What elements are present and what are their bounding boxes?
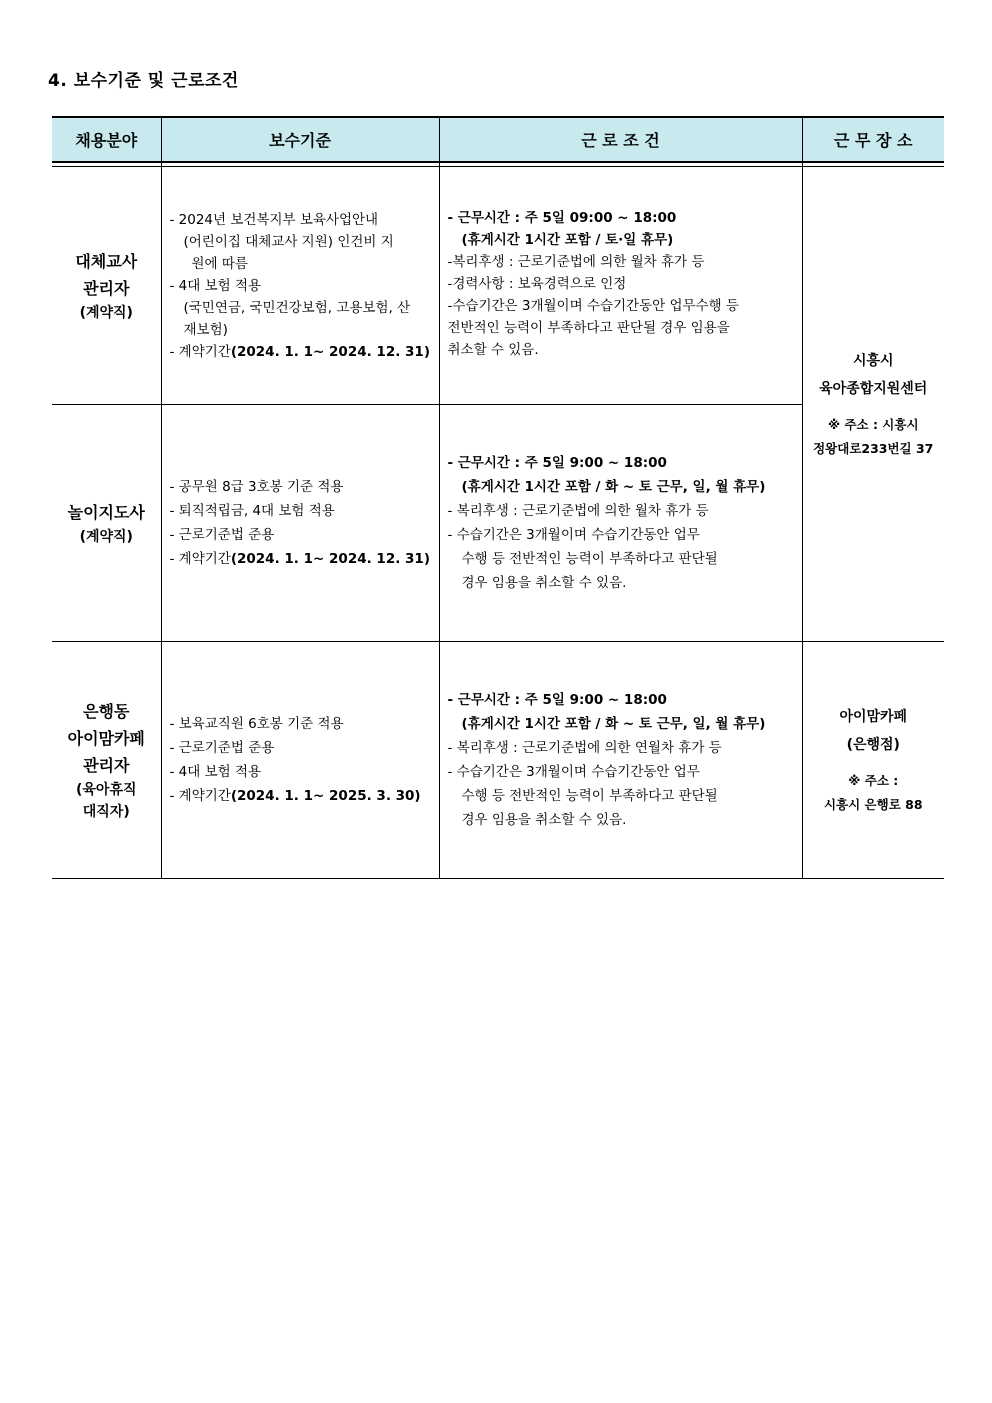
pay-line: - 공무원 8급 3호봉 기준 적용 bbox=[169, 479, 344, 495]
contract-period: (2024. 1. 1~ 2024. 12. 31) bbox=[230, 343, 430, 360]
location-name: 시흥시 bbox=[852, 353, 894, 369]
condition-line: (휴게시간 1시간 포함 / 토·일 휴무) bbox=[461, 232, 674, 248]
conditions-cell bbox=[439, 167, 802, 405]
pay-cell bbox=[161, 167, 439, 405]
contract-label: - 계약기간 bbox=[169, 343, 231, 360]
pay-cell bbox=[161, 405, 439, 642]
condition-line: (휴게시간 1시간 포함 / 화 ~ 토 근무, 일, 월 휴무) bbox=[461, 716, 766, 732]
pay-line: - 4대 보험 적용 bbox=[169, 764, 262, 780]
condition-line: - 복리후생 : 근로기준법에 의한 월차 휴가 등 bbox=[447, 503, 709, 519]
header-pay: 보수기준 bbox=[161, 117, 439, 162]
condition-line: - 근무시간 : 주 5일 09:00 ~ 18:00 bbox=[447, 210, 677, 226]
condition-line: -경력사항 : 보육경력으로 인정 bbox=[447, 276, 627, 292]
category-sub: (계약직) bbox=[79, 304, 133, 321]
conditions-cell bbox=[439, 642, 802, 879]
location-cell bbox=[802, 642, 944, 879]
location-address: ※ 주소 : 시흥시 bbox=[827, 417, 919, 432]
table-header bbox=[52, 117, 944, 162]
location-cell bbox=[802, 167, 944, 642]
condition-line: (휴게시간 1시간 포함 / 화 ~ 토 근무, 일, 월 휴무) bbox=[461, 479, 766, 495]
pay-line: - 퇴직적립금, 4대 보험 적용 bbox=[169, 503, 335, 519]
category-cell bbox=[52, 405, 161, 642]
category-sub: 대직자) bbox=[82, 803, 130, 820]
pay-line: - 2024년 보건복지부 보육사업안내 bbox=[169, 211, 379, 228]
condition-line: - 수습기간은 3개월이며 수습기간동안 업무 bbox=[447, 527, 700, 543]
condition-line: -수습기간은 3개월이며 수습기간동안 업무수행 등 bbox=[447, 298, 739, 314]
pay-line bbox=[170, 547, 431, 571]
section-title: 4. 보수기준 및 근로조건 bbox=[48, 71, 239, 91]
conditions-table bbox=[52, 116, 944, 879]
pay-line: - 4대 보험 적용 bbox=[169, 277, 262, 294]
header-location: 근 무 장 소 bbox=[802, 117, 944, 162]
category-name: 아이맘카페 bbox=[67, 728, 145, 748]
location-name: 아이맘카페 bbox=[839, 709, 908, 725]
category-cell bbox=[52, 167, 161, 405]
category-name: 관리자 bbox=[83, 755, 130, 775]
pay-line: 재보험) bbox=[183, 321, 228, 338]
pay-line bbox=[170, 341, 431, 363]
category-name: 대체교사 bbox=[75, 251, 138, 271]
pay-line: (어린이집 대체교사 지원) 인건비 지 bbox=[183, 233, 394, 250]
contract-period: (2024. 1. 1~ 2024. 12. 31) bbox=[230, 551, 430, 567]
category-cell bbox=[52, 642, 161, 879]
category-name: 놀이지도사 bbox=[67, 502, 145, 522]
category-sub: (육아휴직 bbox=[76, 781, 137, 798]
category-name: 관리자 bbox=[83, 278, 130, 298]
condition-line: - 근무시간 : 주 5일 9:00 ~ 18:00 bbox=[447, 455, 667, 471]
table-row bbox=[52, 642, 944, 879]
contract-label: - 계약기간 bbox=[169, 788, 231, 804]
condition-line: - 근무시간 : 주 5일 9:00 ~ 18:00 bbox=[447, 692, 667, 708]
location-address: 정왕대로233번길 37 bbox=[813, 441, 934, 456]
condition-line: - 수습기간은 3개월이며 수습기간동안 업무 bbox=[447, 764, 700, 780]
category-sub: (계약직) bbox=[79, 528, 133, 545]
category-name: 은행동 bbox=[83, 701, 130, 721]
pay-line: (국민연금, 국민건강보험, 고용보험, 산 bbox=[183, 299, 411, 316]
condition-line: 경우 임용을 취소할 수 있음. bbox=[461, 812, 627, 828]
condition-line: 취소할 수 있음. bbox=[447, 342, 539, 358]
pay-line: - 근로기준법 준용 bbox=[169, 527, 275, 543]
conditions-cell bbox=[439, 405, 802, 642]
condition-line: 수행 등 전반적인 능력이 부족하다고 판단될 bbox=[461, 788, 718, 804]
location-name: 육아종합지원센터 bbox=[819, 381, 928, 397]
condition-line: 수행 등 전반적인 능력이 부족하다고 판단될 bbox=[461, 551, 718, 567]
condition-line: 전반적인 능력이 부족하다고 판단될 경우 임용을 bbox=[447, 320, 730, 336]
header-conditions: 근 로 조 건 bbox=[439, 117, 802, 162]
header-field: 채용분야 bbox=[52, 117, 161, 162]
location-address: ※ 주소 : bbox=[848, 773, 899, 788]
condition-line: 경우 임용을 취소할 수 있음. bbox=[461, 575, 627, 591]
condition-line: -복리후생 : 근로기준법에 의한 월차 휴가 등 bbox=[447, 254, 705, 270]
pay-line: - 보육교직원 6호봉 기준 적용 bbox=[169, 716, 344, 732]
condition-line: - 복리후생 : 근로기준법에 의한 연월차 휴가 등 bbox=[447, 740, 722, 756]
location-name: (은행점) bbox=[846, 737, 900, 753]
location-address: 시흥시 은행로 88 bbox=[823, 797, 923, 812]
pay-line: 원에 따름 bbox=[191, 255, 248, 272]
table-row bbox=[52, 167, 944, 405]
contract-label: - 계약기간 bbox=[169, 551, 231, 567]
pay-cell bbox=[161, 642, 439, 879]
contract-period: (2024. 1. 1~ 2025. 3. 30) bbox=[230, 788, 421, 804]
pay-line bbox=[170, 784, 431, 808]
pay-line: - 근로기준법 준용 bbox=[169, 740, 275, 756]
